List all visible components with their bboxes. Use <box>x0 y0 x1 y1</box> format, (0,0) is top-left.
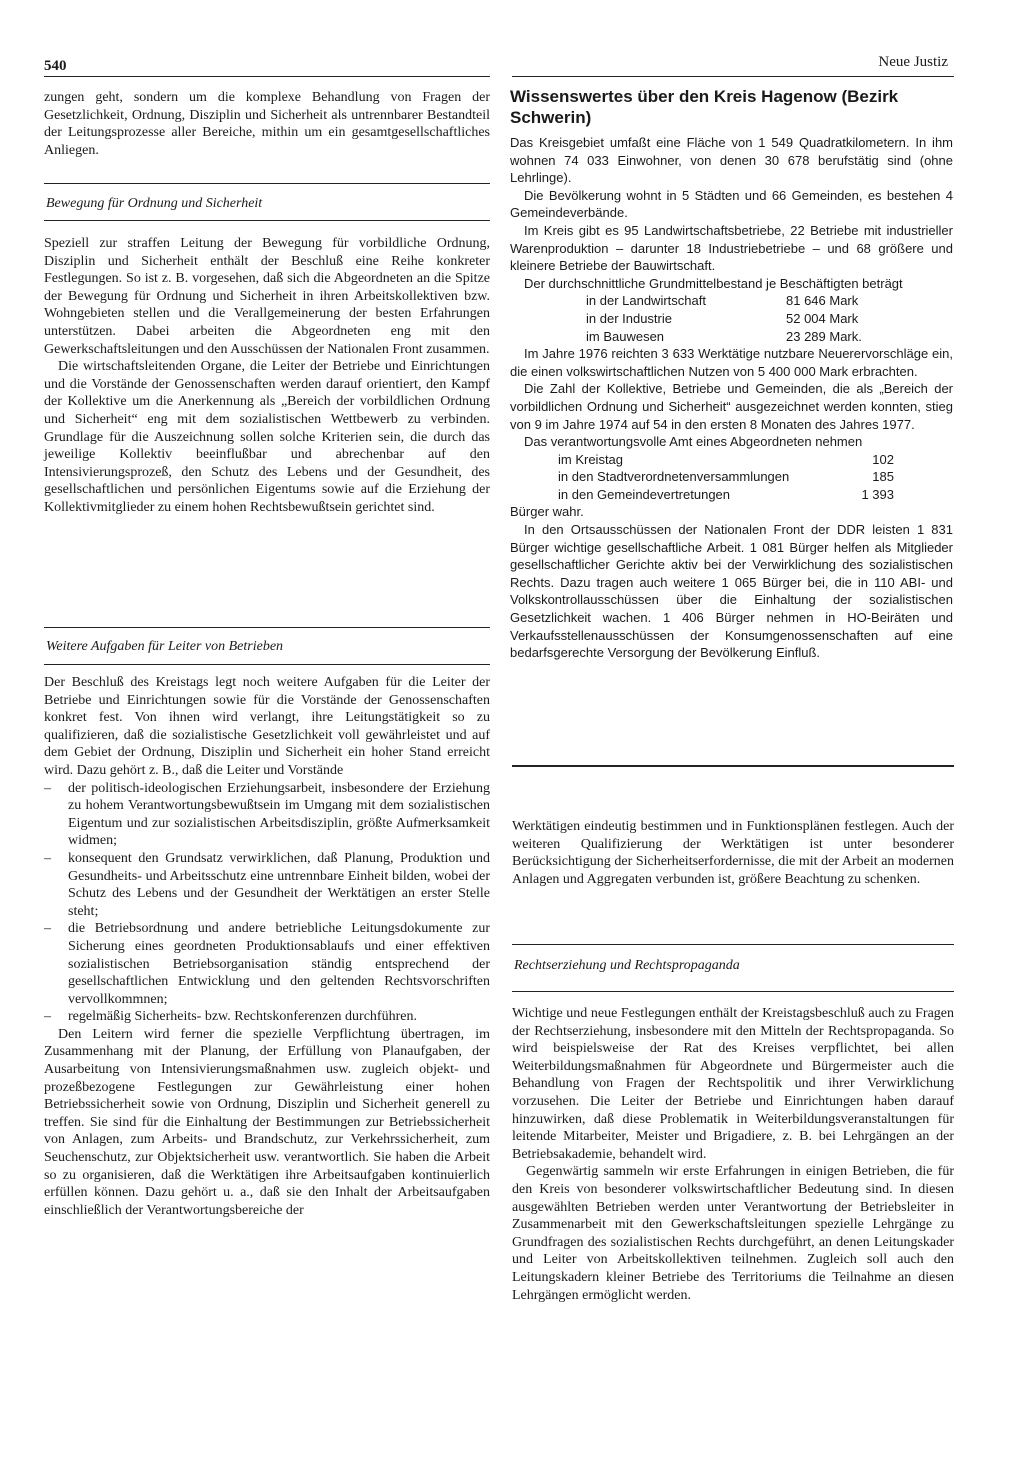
section-heading-ordnung: Bewegung für Ordnung und Sicherheit <box>46 196 263 211</box>
section-rule <box>44 627 490 628</box>
section-leiter-body <box>44 674 490 1219</box>
paragraph: Das Kreisgebiet umfaßt eine Fläche von 1 549 Quadratkilometern. In ihm wohnen 74 033 Einwohner, von denen 30 678 berufstätig sind (ohne Lehrlinge). <box>510 135 953 186</box>
section-heading-leiter: Weitere Aufgaben für Leiter von Betrieben <box>46 639 284 654</box>
paragraph: Wichtige und neue Festlegungen enthält der Kreistagsbeschluß auch zu Fragen der Rechtserziehung, insbesondere mit den Mitteln der Rechtspropaganda. So wird beispielsweise der Rat des Kreises verpflichtet, bei allen Weiterbildungsmaßnahmen für Abgeordnete und Bürgermeister auch die Behandlung von Fragen der Rechtspolitik und ihrer Verwirklichung vorzusehen. Die Leiter der Betriebe und Einrichtungen haben darauf hinzuwirken, daß diese Problematik in Weiterbildungsveranstaltungen für leitende Mitarbeiter, Meister und Brigadiere, z. B. bei Lehrgängen an der Betriebsakademie, behandelt wird. <box>512 1006 954 1162</box>
intro-paragraph: zungen geht, sondern um die komplexe Behandlung von Fragen der Gesetzlichkeit, Ordnung, Disziplin und Sicherheit als untrennbarer Bestandteil der Leitungsprozesse aller Bereiche, mithin um ein gesamtgesellschaftliches Anliegen. <box>44 90 490 158</box>
mandates-value: 102 <box>872 451 894 467</box>
table-row <box>558 486 894 504</box>
paragraph: Die wirtschaftsleitenden Organe, die Leiter der Betriebe und Einrichtungen und die Vorstände der Genossenschaften werden darauf orientiert, den Kampf der Kollektive um die Anerkennung als „Bereich der vorbildlichen Ordnung und Sicherheit“ eng mit dem sozialistischen Wettbewerb zu verbinden. Grundlage für die Auszeichnung sollen solche Kriterien sein, die durch das jeweilige Kollektiv beeinflußbar und abrechenbar auf den Intensivierungsprozeß, den Schutz des Lebens und der Gesundheit, des gesellschaftlichen und persönlichen Eigentums sowie auf die Erziehung der Kollektivmitglieder zu einem hohen Rechtsbewußtsein gerichtet sind. <box>44 359 490 515</box>
assets-value: 52 004 Mark <box>786 310 859 326</box>
paragraph: Speziell zur straffen Leitung der Bewegung für vorbildliche Ordnung, Disziplin und Sicherheit enthält der Beschluß eine Reihe konkreter Festlegungen. So ist z. B. vorgesehen, daß sich die Abgeordneten an die Spitze der Bewegung für Ordnung und Sicherheit in ihren Arbeitskollektiven bzw. Wohngebieten stellen und die Verallgemeinerung der besten Erfahrungen unterstützen. Dabei arbeiten die Abgeordneten eng mit den Gewerkschaftsleitungen und den Ausschüssen der Nationalen Front zusammen. <box>44 236 490 357</box>
journal-title: Neue Justiz <box>878 54 948 70</box>
section-rule <box>44 220 490 221</box>
info-box-hagenow <box>510 86 953 662</box>
page-number: 540 <box>44 58 67 74</box>
paragraph: Das verantwortungsvolle Amt eines Abgeordneten nehmen <box>524 434 863 450</box>
assets-label: im Bauwesen <box>586 328 665 344</box>
table-row <box>586 310 862 328</box>
paragraph: Werktätigen eindeutig bestimmen und in Funktionsplänen festlegen. Auch der weiteren Qualifizierung der Werktätigen ist unter besonderer Berücksichtigung der Sicherheitserfordernisse, die mit der Arbeit an modernen Anlagen und Aggregaten verbunden ist, größere Beachtung zu schenken. <box>512 819 954 887</box>
table-row <box>586 292 862 310</box>
paragraph: In den Ortsausschüssen der Nationalen Front der DDR leisten 1 831 Bürger wichtige gesellschaftliche Arbeit. 1 081 Bürger helfen als Mitglieder gesellschaftlicher Gerichte aktiv bei der Verwirklichung des sozialistischen Rechts. Dazu tragen auch weitere 1 065 Bürger bei, die in 110 ABI- und Volkskontrollausschüssen über die Einhaltung der sozialistischen Gesetzlichkeit wachen. 1 406 Bürger nehmen in HO-Beiräten und Verkaufsstellenausschüssen der Konsumgenossenschaften auf eine bedarfsgerechte Versorgung der Bevölkerung Einfluß. <box>510 522 953 661</box>
paragraph: Der durchschnittliche Grundmittelbestand je Beschäftigten beträgt <box>524 275 903 291</box>
paragraph: Gegenwärtig sammeln wir erste Erfahrungen in einigen Betrieben, die für den Kreis von besonderer volkswirtschaftlicher Bedeutung sind. In diesen ausgewählten Betrieben werden unter Verantwortung der Betriebsleiter in Zusammenarbeit mit den Gewerkschaftsleitungen spezielle Lehrgänge zu Grundfragen des sozialistischen Rechts durchgeführt, an denen Leitungskader und Leiter von Arbeitskollektiven teilnehmen. Zugleich soll auch den Leitungskadern kleiner Betriebe des Territoriums die Teilnahme an diesen Lehrgängen ermöglicht werden. <box>512 1164 954 1303</box>
paragraph: Den Leitern wird ferner die spezielle Verpflichtung übertragen, im Zusammenhang mit der Planung, der Erfüllung von Planaufgaben, der Ausarbeitung von Intensivierungsmaßnahmen usw. zugleich objekt- und prozeßbezogene Festlegungen zur Gewährleistung einer hohen Betriebssicherheit sowie von Ordnung, Disziplin und Sicherheit generell zu treffen. Sie sind für die Einhaltung der Bestimmungen zur Betriebssicherheit von Anlagen, zum Arbeits- und Brandschutz, zur Verkehrssicherheit, zum Seuchenschutz, zur Objektsicherheit usw. verantwortlich. Sie haben die Arbeit so zu organisieren, daß die Werktätigen ihre Arbeitsaufgaben kontinuierlich erfüllen können. Dazu gehört u. a., daß sie den Inhalt der Arbeitsaufgaben einschließlich der Verantwortungsbereiche der <box>44 1026 490 1218</box>
list-item: – konsequent den Grundsatz verwirklichen, daß Planung, Produktion und Gesundheits- und Arbeitsschutz eine untrennbare Einheit bilden, wobei der Schutz des Lebens und der Gesundheit der Werktätigen an erster Stelle steht; <box>44 850 490 920</box>
section-heading-rechtserziehung: Rechtserziehung und Rechtspropaganda <box>514 958 740 973</box>
header-rule-left <box>44 76 490 77</box>
paragraph: Im Jahre 1976 reichten 3 633 Werktätige nutzbare Neuerervorschläge ein, die einen volkswirtschaftlichen Nutzen von 5 400 000 Mark erbrachten. <box>510 346 953 379</box>
right-continuation <box>512 818 954 888</box>
duty-list <box>44 780 490 1026</box>
mandates-label: in den Stadtverordnetenversammlungen <box>558 469 790 485</box>
left-intro <box>44 89 490 159</box>
assets-value: 23 289 Mark. <box>786 328 862 344</box>
section-rechtserziehung-body <box>512 1005 954 1304</box>
paragraph: Die Zahl der Kollektive, Betriebe und Gemeinden, die als „Bereich der vorbildlichen Ordnung und Sicherheit“ ausgezeichnet werden konnten, stieg von 9 im Jahre 1974 auf 54 in den ersten 8 Monaten des Jahres 1977. <box>510 381 953 432</box>
paragraph: Im Kreis gibt es 95 Landwirtschaftsbetriebe, 22 Betriebe mit industrieller Warenproduktion – darunter 18 Industriebetriebe – und 68 größere und kleinere Betriebe der Bauwirtschaft. <box>510 222 953 274</box>
mandates-label: im Kreistag <box>558 451 624 467</box>
table-row <box>558 468 894 486</box>
section-rule <box>512 944 954 945</box>
header-rule-right <box>512 76 954 77</box>
info-box-body <box>510 134 953 662</box>
mandates-value: 1 393 <box>861 486 894 502</box>
list-item: – regelmäßig Sicherheits- bzw. Rechtskonferenzen durchführen. <box>44 1008 490 1026</box>
section-rule <box>44 183 490 184</box>
assets-table <box>586 292 862 345</box>
paragraph: Bürger wahr. <box>510 504 584 520</box>
list-item: – die Betriebsordnung und andere betriebliche Leitungsdokumente zur Sicherung eines geordneten Produktionsablaufs und einer effektiven sozialistischen Betriebsorganisation ständig entsprechend der gesellschaftlichen Entwicklung und den geltenden Rechtsvorschriften vervollkommnen; <box>44 920 490 1008</box>
mandates-value: 185 <box>872 469 894 485</box>
section-ordnung-body <box>44 235 490 517</box>
section-rule <box>44 664 490 665</box>
info-box-rule <box>512 765 954 767</box>
info-box-title: Wissenswertes über den Kreis Hagenow (Bezirk Schwerin) <box>510 87 899 127</box>
assets-value: 81 646 Mark <box>786 293 859 309</box>
paragraph: Der Beschluß des Kreistags legt noch weitere Aufgaben für die Leiter der Betriebe und Einrichtungen sowie für die Vorstände der Genossenschaften konkret fest. Von ihnen wird verlangt, ihre Leitungstätigkeit so zu qualifizieren, daß die sozialistische Gesetzlichkeit voll gewährleistet und auf dem Gebiet der Ordnung, Disziplin und Sicherheit ein hoher Stand erreicht wird. Dazu gehört z. B., daß die Leiter und Vorstände <box>44 675 490 778</box>
mandates-label: in den Gemeindevertretungen <box>558 486 731 502</box>
assets-label: in der Landwirtschaft <box>586 293 706 309</box>
list-item: – der politisch-ideologischen Erziehungsarbeit, insbesondere der Erziehung zu hohem Verantwortungsbewußtsein im Umgang mit dem sozialistischen Eigentum und zur sozialistischen Arbeitsdisziplin, größte Aufmerksamkeit widmen; <box>44 780 490 850</box>
paragraph: Die Bevölkerung wohnt in 5 Städten und 66 Gemeinden, es bestehen 4 Gemeindeverbände. <box>510 187 953 221</box>
table-row <box>586 328 862 346</box>
assets-label: in der Industrie <box>586 310 672 326</box>
table-row <box>558 451 894 469</box>
section-rule <box>512 991 954 992</box>
mandates-table <box>558 451 894 504</box>
